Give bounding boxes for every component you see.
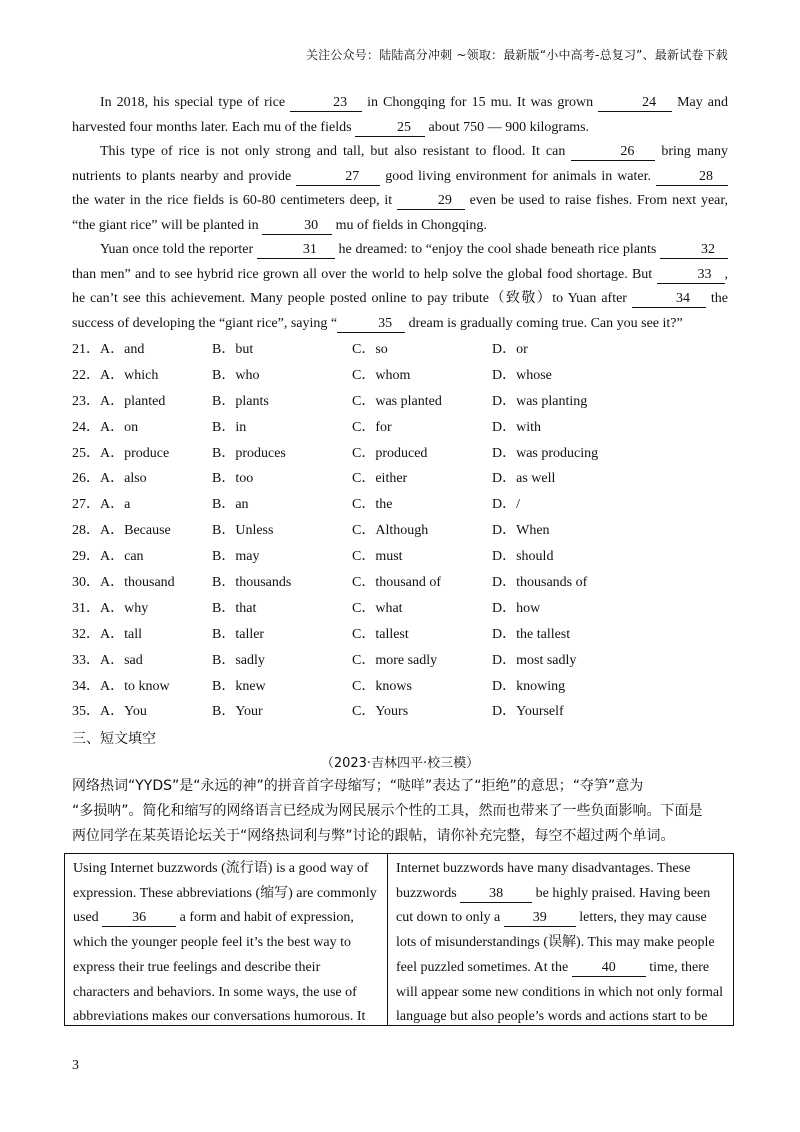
option-c[interactable]: C．was planted [352, 393, 442, 409]
passage-text: mu of fields in Chongqing. [332, 217, 487, 233]
option-d[interactable]: D．was planting [492, 393, 588, 409]
option-d[interactable]: D．Yourself [492, 704, 564, 720]
passage-text: in Chongqing for 15 mu. It was grown [362, 95, 599, 110]
question-number: 33． [72, 652, 100, 668]
passage-paragraph-1 [72, 91, 728, 140]
option-a[interactable]: A．why [100, 600, 149, 616]
option-b[interactable]: B．produces [212, 445, 286, 461]
option-row [72, 441, 728, 467]
option-b[interactable]: B．but [212, 342, 254, 357]
passage-text: the water in the rice fields is 60-80 centimeters deep, it [72, 193, 397, 208]
post-text: letters, they may cause lots of misunderstandings (误解). This may make people feel puzzled sometimes. At the [396, 910, 715, 975]
passage-text: good living environment for animals in water. [380, 168, 656, 184]
option-b[interactable]: B．may [212, 549, 260, 565]
option-c[interactable]: C．what [352, 600, 403, 616]
option-row [72, 699, 728, 725]
option-b[interactable]: B．too [212, 471, 254, 487]
post-text: be highly praised. Having been cut down to only a [396, 885, 711, 926]
question-number: 23． [72, 393, 100, 409]
option-a[interactable]: A．to know [100, 678, 170, 694]
option-row [72, 648, 728, 674]
option-b[interactable]: B．thousands [212, 575, 292, 591]
blank-38[interactable]: 38 [460, 886, 532, 903]
blank-28[interactable]: 28 [656, 169, 728, 186]
option-d[interactable]: D．was producing [492, 445, 599, 461]
blank-25[interactable]: 25 [355, 120, 425, 137]
blank-27[interactable]: 27 [296, 169, 380, 186]
question-number: 31． [72, 600, 100, 616]
option-a[interactable]: A．on [100, 419, 139, 435]
option-a[interactable]: A．sad [100, 652, 143, 668]
option-d[interactable]: D．whose [492, 367, 552, 383]
option-c[interactable]: C．either [352, 471, 408, 487]
option-b[interactable]: B．Your [212, 704, 263, 720]
passage-text: bring many nutrients to plants nearby and provide [72, 144, 728, 184]
discussion-table [64, 853, 734, 1026]
option-d[interactable]: D．as well [492, 471, 556, 487]
instruction-line: 两位同学在某英语论坛关于“网络热词利与弊”讨论的跟帖，请你补充完整，每空不超过两个单词。 [72, 828, 675, 844]
option-a[interactable]: A．thousand [100, 575, 175, 591]
passage-text: he dreamed: to “enjoy the cool shade beneath rice plants [334, 242, 660, 257]
option-a[interactable]: A．Because [100, 523, 171, 539]
post-text: a form and habit of expression, which the younger people feel it’s the best way to express their true feelings and describe their characters and behaviors. In some ways, the use of abbreviations makes our conversations humorous. It [73, 910, 366, 1025]
passage-paragraph-2 [72, 140, 728, 238]
blank-23[interactable]: 23 [290, 95, 362, 112]
passage-text: dream is gradually coming true. Can you see it?” [405, 315, 683, 331]
option-c[interactable]: C．must [352, 549, 403, 565]
option-b[interactable]: B．in [212, 419, 247, 435]
question-number: 30． [72, 575, 100, 591]
option-d[interactable]: D．the tallest [492, 626, 571, 642]
discussion-pro-post [65, 854, 388, 1025]
option-d[interactable]: D．knowing [492, 678, 566, 694]
option-d[interactable]: D．thousands of [492, 575, 588, 591]
option-d[interactable]: D．or [492, 342, 528, 357]
blank-39[interactable]: 39 [504, 910, 576, 927]
option-b[interactable]: B．who [212, 367, 260, 383]
option-a[interactable]: A．can [100, 549, 144, 565]
passage-text: May and harvested four months later. Each mu of the fields [72, 95, 728, 135]
option-row [72, 544, 728, 570]
page-header: 关注公众号：陆陆高分冲刺 ~领取：最新版“小中高考-总复习”、最新试卷下载 [305, 48, 728, 62]
question-number: 28． [72, 523, 100, 539]
post-text: time, there will appear some new conditions in which not only formal language but also people’s words and actions start to be [396, 959, 723, 1025]
option-row [72, 518, 728, 544]
blank-26[interactable]: 26 [571, 144, 655, 161]
blank-32[interactable]: 32 [660, 242, 728, 259]
question-number: 27． [72, 497, 100, 513]
option-a[interactable]: A．also [100, 471, 147, 487]
passage-text: In 2018, his special type of rice [100, 95, 291, 110]
instruction-line: 网络热词“YYDS”是“永远的神”的拼音首字母缩写；“哒咩”表达了“拒绝”的意思；“夺笋”意为 [72, 778, 644, 794]
option-c[interactable]: C．Although [352, 523, 429, 539]
option-b[interactable]: B．taller [212, 626, 265, 642]
blank-36[interactable]: 36 [102, 910, 176, 927]
passage-text: , he can’t see this achievement. Many people posted online to pay tribute（致敬）to Yuan after [72, 266, 728, 306]
blank-34[interactable]: 34 [632, 291, 706, 308]
question-number: 22． [72, 367, 100, 383]
question-number: 34． [72, 678, 100, 694]
option-d[interactable]: D．/ [492, 497, 520, 513]
passage-paragraph-3 [72, 238, 728, 336]
passage-text: about 750 — 900 kilograms. [425, 119, 590, 135]
option-c[interactable]: C．thousand of [352, 575, 442, 591]
option-c[interactable]: C．more sadly [352, 652, 438, 668]
passage-text: even be used to raise fishes. From next year, “the giant rice” will be planted in [72, 193, 728, 233]
option-d[interactable]: D．should [492, 549, 554, 565]
option-c[interactable]: C．for [352, 419, 392, 435]
option-b[interactable]: B．that [212, 600, 257, 616]
option-c[interactable]: C．the [352, 497, 393, 513]
option-c[interactable]: C．so [352, 342, 388, 357]
instruction-line: “多损呐”。简化和缩写的网络语言已经成为网民展示个性的工具，然而也带来了一些负面影响。下面是 [72, 803, 703, 819]
passage-text: Yuan once told the reporter [100, 242, 257, 257]
question-number: 24． [72, 419, 100, 435]
option-c[interactable]: C．Yours [352, 704, 409, 720]
blank-24[interactable]: 24 [598, 95, 672, 112]
option-a[interactable]: A．and [100, 342, 145, 357]
page-number: 3 [72, 1058, 79, 1073]
post-text: Internet buzzwords have many disadvantages. These buzzwords [396, 861, 691, 901]
option-b[interactable]: B．knew [212, 678, 266, 694]
option-d[interactable]: D．When [492, 523, 550, 539]
question-source: （2023·吉林四平·校三模） [320, 756, 480, 771]
option-row [72, 415, 728, 441]
option-c[interactable]: C．tallest [352, 626, 409, 642]
question-number: 32． [72, 626, 100, 642]
question-number: 25． [72, 445, 100, 461]
blank-40[interactable]: 40 [572, 960, 646, 977]
option-row [72, 389, 728, 415]
section-instructions [72, 774, 728, 849]
option-d[interactable]: D．how [492, 600, 541, 616]
option-d[interactable]: D．most sadly [492, 652, 577, 668]
blank-31[interactable]: 31 [257, 242, 335, 259]
discussion-con-post [388, 854, 733, 1025]
option-a[interactable]: A．planted [100, 393, 166, 409]
passage-text: the success of developing the “giant rice”, saying “ [72, 291, 728, 331]
option-row [72, 337, 728, 363]
option-b[interactable]: B．Unless [212, 523, 274, 539]
question-number: 29． [72, 549, 100, 565]
options-list [72, 337, 728, 725]
option-b[interactable]: B．an [212, 497, 249, 513]
blank-35[interactable]: 35 [337, 316, 405, 333]
option-row [72, 570, 728, 596]
option-a[interactable]: A．a [100, 497, 131, 513]
blank-29[interactable]: 29 [397, 193, 465, 210]
option-a[interactable]: A．produce [100, 445, 170, 461]
option-c[interactable]: C．knows [352, 678, 412, 694]
option-row [72, 596, 728, 622]
option-c[interactable]: C．produced [352, 445, 428, 461]
post-text: Using Internet buzzwords (流行语) is a good way of expression. These abbreviations (缩写) are commonly used [73, 861, 377, 926]
blank-30[interactable]: 30 [262, 218, 332, 235]
blank-33[interactable]: 33 [657, 267, 725, 284]
question-number: 35． [72, 704, 100, 720]
passage-text: This type of rice is not only strong and tall, but also resistant to flood. It can [100, 144, 572, 159]
option-a[interactable]: A．You [100, 704, 147, 720]
option-a[interactable]: A．tall [100, 626, 142, 642]
option-d[interactable]: D．with [492, 419, 541, 435]
question-number: 21． [72, 342, 100, 357]
option-b[interactable]: B．sadly [212, 652, 265, 668]
option-row [72, 674, 728, 700]
question-number: 26． [72, 471, 100, 487]
option-c[interactable]: C．whom [352, 367, 411, 383]
passage-text: than men” and to see hybrid rice grown all over the world to help solve the global food shortage. But [72, 266, 657, 282]
option-row [72, 466, 728, 492]
option-row [72, 363, 728, 389]
option-b[interactable]: B．plants [212, 393, 269, 409]
option-row [72, 622, 728, 648]
section-title: 三、短文填空 [72, 731, 156, 747]
option-row [72, 492, 728, 518]
option-a[interactable]: A．which [100, 367, 159, 383]
